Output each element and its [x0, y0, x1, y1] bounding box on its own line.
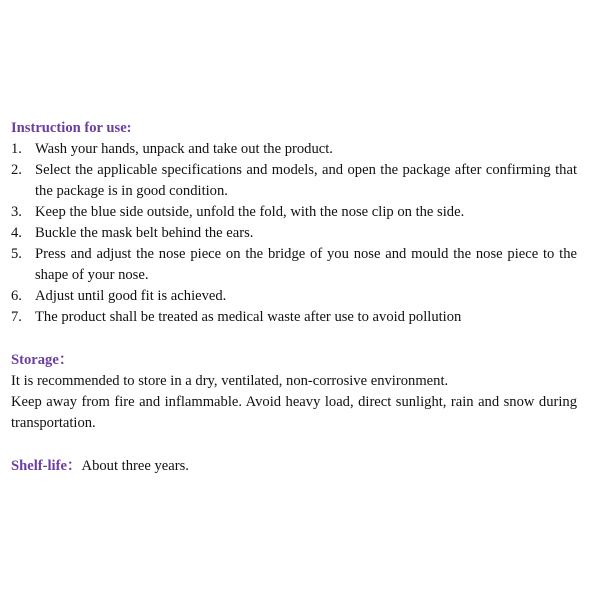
list-item [11, 139, 577, 160]
list-item [11, 223, 577, 244]
step-number: 2. [11, 162, 22, 178]
list-item [11, 286, 577, 307]
step-text: Select the applicable specifications and models, and open the package after confirming that the package is in good condition. [35, 162, 577, 199]
section-spacer [11, 434, 577, 456]
storage-paragraph: It is recommended to store in a dry, ventilated, non-corrosive environment. [11, 373, 449, 389]
shelf-life-value: About three years. [81, 458, 189, 474]
step-text: Wash your hands, unpack and take out the product. [35, 141, 333, 157]
step-text: Adjust until good fit is achieved. [35, 288, 227, 304]
section-spacer [11, 328, 577, 350]
step-number: 3. [11, 204, 22, 220]
step-number: 6. [11, 288, 22, 304]
list-item [11, 244, 577, 286]
step-number: 1. [11, 141, 22, 157]
step-number: 4. [11, 225, 22, 241]
shelf-life-label: Shelf-life： [11, 458, 82, 474]
list-item [11, 307, 577, 328]
list-item [11, 202, 577, 223]
step-number: 7. [11, 309, 22, 325]
list-item [11, 160, 577, 202]
step-text: The product shall be treated as medical waste after use to avoid pollution [35, 309, 462, 325]
instruction-list [11, 139, 577, 328]
storage-paragraph: Keep away from fire and inflammable. Avoid heavy load, direct sunlight, rain and snow during transportation. [11, 394, 577, 431]
shelf-life-line [11, 456, 577, 477]
storage-heading: Storage： [11, 352, 74, 368]
instruction-heading: Instruction for use: [11, 120, 132, 136]
step-number: 5. [11, 246, 22, 262]
step-text: Press and adjust the nose piece on the bridge of you nose and mould the nose piece to the shape of your nose. [35, 246, 577, 283]
step-text: Buckle the mask belt behind the ears. [35, 225, 254, 241]
document-body [11, 118, 577, 477]
step-text: Keep the blue side outside, unfold the fold, with the nose clip on the side. [35, 204, 465, 220]
